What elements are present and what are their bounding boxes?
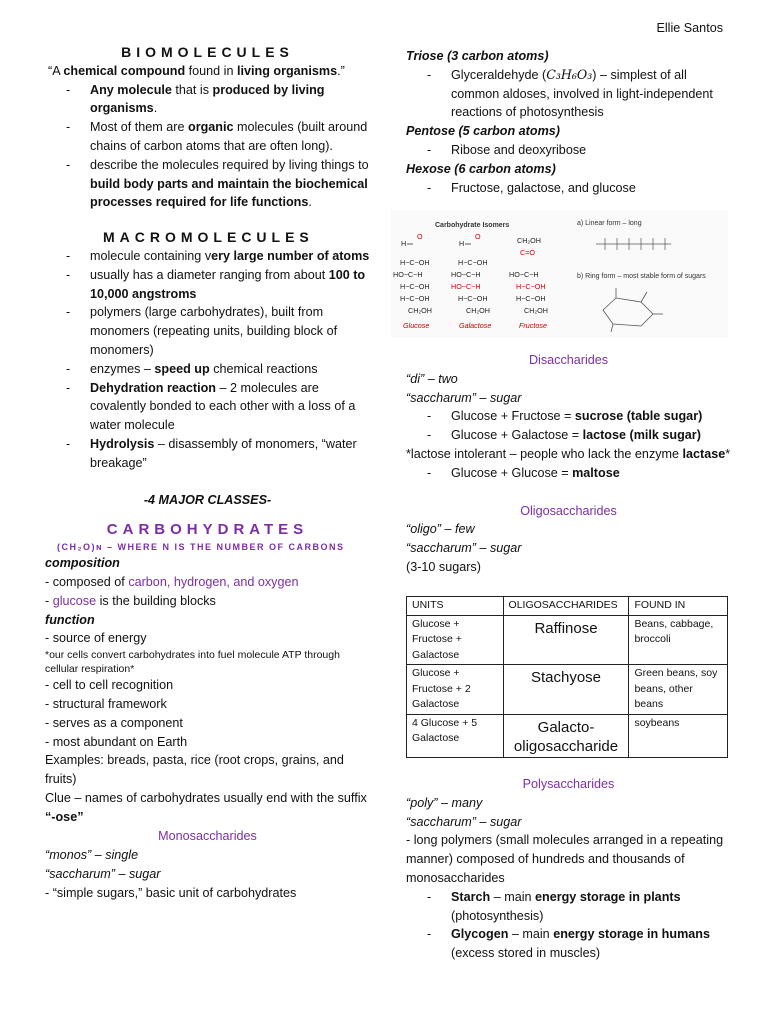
saccharum-line: “saccharum” – sugar bbox=[406, 814, 522, 829]
fructose-label: Fructose bbox=[519, 321, 547, 330]
carbohydrate-isomers-figure bbox=[391, 210, 728, 338]
right-column-middle bbox=[406, 351, 731, 577]
table-row bbox=[407, 615, 728, 665]
polysaccharides-title: Polysaccharides bbox=[522, 777, 615, 791]
list-item: - Dehydration reaction – 2 molecules are covalently bonded to each other with a loss of a water molecule bbox=[45, 379, 370, 435]
function-line: - cell to cell recognition bbox=[45, 678, 174, 693]
svg-text:H: H bbox=[401, 239, 407, 248]
macromolecules-list bbox=[45, 247, 370, 473]
oligo-line: “oligo” – few bbox=[406, 522, 475, 537]
list-item: - describe the molecules required by living things to build body parts and maintain the biochemical processes required for life functions. bbox=[45, 156, 370, 212]
list-item: - Fructose, galactose, and glucose bbox=[406, 179, 731, 198]
list-item: - molecule containing very large number of atoms bbox=[45, 247, 370, 266]
svg-text:H−C−OH: H−C−OH bbox=[400, 258, 430, 267]
disaccharides-list-2 bbox=[406, 464, 731, 483]
disaccharides-title: Disaccharides bbox=[528, 353, 609, 367]
biomolecules-heading: BIOMOLECULES bbox=[121, 44, 294, 60]
table-header-row bbox=[407, 597, 728, 616]
triose-label: Triose (3 carbon atoms) bbox=[406, 49, 549, 63]
clue-line: Clue – names of carbohydrates usually end with the suffix “-ose” bbox=[45, 790, 367, 824]
examples-line: Examples: breads, pasta, rice (root crops, grains, and fruits) bbox=[45, 753, 344, 787]
svg-text:HO−C−H: HO−C−H bbox=[393, 270, 423, 279]
found-in-cell: Green beans, soy beans, other beans bbox=[629, 665, 728, 715]
saccharum-line: “saccharum” – sugar bbox=[406, 541, 522, 556]
glucose-structure bbox=[393, 232, 432, 330]
svg-text:H−C−OH: H−C−OH bbox=[516, 294, 546, 303]
svg-text:CH₂OH: CH₂OH bbox=[466, 306, 490, 315]
right-column-top bbox=[406, 47, 731, 197]
units-cell: Glucose + Fructose + Galactose bbox=[407, 615, 504, 665]
svg-text:CH₂OH: CH₂OH bbox=[524, 306, 548, 315]
biomolecules-list bbox=[45, 81, 370, 213]
list-item: - Glucose + Glucose = maltose bbox=[406, 464, 731, 483]
author-name: Ellie Santos bbox=[656, 21, 723, 35]
linear-form-chain bbox=[596, 238, 671, 250]
linear-form-label: a) Linear form – long bbox=[577, 220, 642, 227]
svg-text:CH₂OH: CH₂OH bbox=[517, 236, 541, 245]
list-item: - Most of them are organic molecules (built around chains of carbon atoms that are often long). bbox=[45, 118, 370, 156]
function-line: - most abundant on Earth bbox=[45, 734, 188, 749]
composition-line-2: - glucose is the building blocks bbox=[45, 593, 216, 608]
triose-list bbox=[406, 66, 731, 122]
sugar-range-line: (3-10 sugars) bbox=[406, 559, 481, 574]
right-column-bottom bbox=[406, 775, 731, 963]
svg-text:HO−C−H: HO−C−H bbox=[451, 282, 481, 291]
svg-text:H−C−OH: H−C−OH bbox=[458, 294, 488, 303]
oligosaccharides-title: Oligosaccharides bbox=[520, 503, 617, 518]
svg-text:H: H bbox=[459, 239, 465, 248]
svg-text:CH₂OH: CH₂OH bbox=[408, 306, 432, 315]
carbohydrates-heading: CARBOHYDRATES bbox=[106, 521, 309, 539]
isomers-diagram bbox=[391, 210, 728, 338]
di-line: “di” – two bbox=[406, 371, 458, 386]
poly-line: “poly” – many bbox=[406, 795, 483, 810]
biomolecules-definition: “A chemical compound found in living organisms.” bbox=[48, 63, 345, 78]
macromolecules-heading: MACROMOLECULES bbox=[103, 229, 314, 246]
svg-text:H−C−OH: H−C−OH bbox=[400, 294, 430, 303]
simple-sugars-line: - “simple sugars,” basic unit of carbohydrates bbox=[45, 885, 297, 900]
table-header-cell: OLIGOSACCHARIDES bbox=[503, 597, 629, 616]
lactose-note: *lactose intolerant – people who lack the enzyme lactase* bbox=[406, 446, 731, 461]
fructose-structure bbox=[509, 236, 548, 330]
list-item: - Any molecule that is produced by living organisms. bbox=[45, 81, 370, 119]
glucose-label: Glucose bbox=[403, 321, 430, 330]
monos-line: “monos” – single bbox=[45, 848, 139, 863]
list-item: - Glycogen – main energy storage in humans (excess stored in muscles) bbox=[406, 925, 731, 963]
left-column bbox=[45, 43, 370, 903]
table-header-cell: FOUND IN bbox=[629, 597, 728, 616]
atp-note: *our cells convert carbohydrates into fuel molecule ATP through cellular respiration* bbox=[45, 649, 340, 676]
pentose-label: Pentose (5 carbon atoms) bbox=[406, 124, 560, 139]
units-cell: 4 Glucose + 5 Galactose bbox=[407, 714, 504, 757]
svg-text:C=O: C=O bbox=[520, 248, 535, 257]
function-line: - structural framework bbox=[45, 696, 167, 711]
list-item: - Glucose + Galactose = lactose (milk sugar) bbox=[406, 426, 731, 445]
table-row bbox=[407, 714, 728, 757]
svg-text:H−C−OH: H−C−OH bbox=[400, 282, 430, 291]
oligosaccharides-table bbox=[406, 596, 728, 758]
function-line: - source of energy bbox=[45, 631, 147, 646]
found-in-cell: Beans, cabbage, broccoli bbox=[629, 615, 728, 665]
list-item: - enzymes – speed up chemical reactions bbox=[45, 360, 370, 379]
oligosaccharide-name-cell: Raffinose bbox=[503, 615, 629, 665]
galactose-label: Galactose bbox=[459, 321, 492, 330]
table-row bbox=[407, 665, 728, 715]
composition-label: composition bbox=[45, 556, 120, 571]
carbohydrates-formula: (CH₂O)ɴ – WHERE N IS THE NUMBER OF CARBONS bbox=[57, 542, 345, 553]
composition-line-1: - composed of carbon, hydrogen, and oxygen bbox=[45, 574, 299, 589]
polysaccharides-list bbox=[406, 888, 731, 963]
ring-form-structure bbox=[603, 288, 663, 332]
list-item: - Ribose and deoxyribose bbox=[406, 141, 731, 160]
oligosaccharide-name-cell: Galacto-oligosaccharide bbox=[503, 714, 629, 757]
units-cell: Glucose + Fructose + 2 Galactose bbox=[407, 665, 504, 715]
disaccharides-list bbox=[406, 407, 731, 445]
list-item: - Starch – main energy storage in plants (photosynthesis) bbox=[406, 888, 731, 926]
svg-text:HO−C−H: HO−C−H bbox=[451, 270, 481, 279]
polysaccharides-description: - long polymers (small molecules arranged in a repeating manner) composed of hundreds and thousands of monosaccharides bbox=[406, 833, 724, 885]
svg-text:H−C−OH: H−C−OH bbox=[458, 258, 488, 267]
hexose-list bbox=[406, 179, 731, 198]
table-header-cell: UNITS bbox=[407, 597, 504, 616]
found-in-cell: soybeans bbox=[629, 714, 728, 757]
pentose-list bbox=[406, 141, 731, 160]
list-item: - usually has a diameter ranging from about 100 to 10,000 angstroms bbox=[45, 266, 370, 304]
oligosaccharide-name-cell: Stachyose bbox=[503, 665, 629, 715]
list-item: - polymers (large carbohydrates), built from monomers (repeating units, building block of monomers) bbox=[45, 303, 370, 359]
function-line: - serves as a component bbox=[45, 715, 183, 730]
figure-title: Carbohydrate Isomers bbox=[435, 222, 510, 229]
svg-text:O: O bbox=[475, 232, 481, 241]
svg-text:O: O bbox=[417, 232, 423, 241]
galactose-structure bbox=[451, 232, 491, 330]
list-item: - Hydrolysis – disassembly of monomers, “water breakage” bbox=[45, 435, 370, 473]
hexose-label: Hexose (6 carbon atoms) bbox=[406, 161, 556, 176]
svg-text:H−C−OH: H−C−OH bbox=[516, 282, 546, 291]
list-item: - Glucose + Fructose = sucrose (table sugar) bbox=[406, 407, 731, 426]
function-label: function bbox=[45, 612, 95, 627]
ring-form-label: b) Ring form – most stable form of sugars bbox=[577, 273, 706, 280]
svg-text:HO−C−H: HO−C−H bbox=[509, 270, 539, 279]
list-item: - Glyceraldehyde (C₃H₆O₃) – simplest of all common aldoses, involved in light-independent reactions of photosynthesis bbox=[406, 66, 731, 122]
major-classes-label: -4 MAJOR CLASSES- bbox=[143, 492, 272, 507]
monosaccharides-title: Monosaccharides bbox=[158, 829, 257, 844]
saccharum-line: “saccharum” – sugar bbox=[45, 867, 161, 882]
saccharum-line: “saccharum” – sugar bbox=[406, 390, 522, 405]
